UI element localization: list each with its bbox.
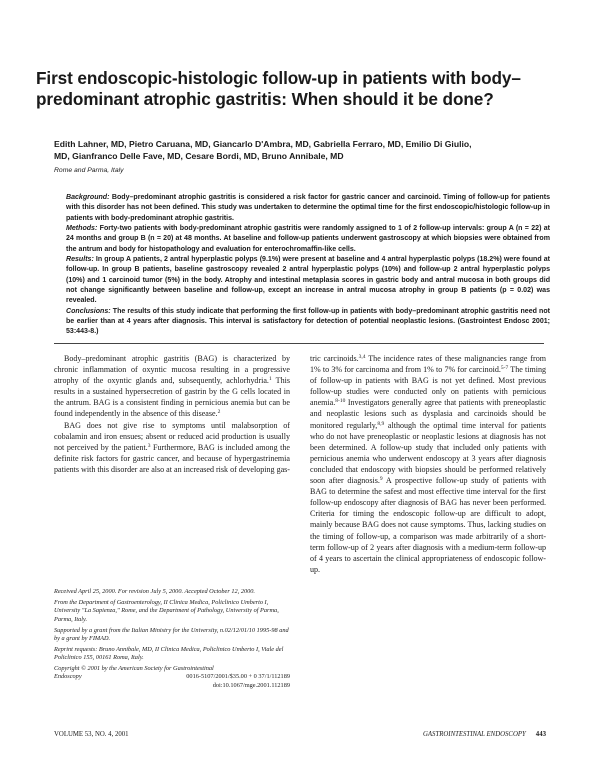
methods-label: Methods: [66,225,98,233]
results-label: Results: [66,256,94,264]
citation: 1 [268,376,272,383]
article-title: First endoscopic-histologic follow-up in patients with body–predominant atrophic gastritis: When should it be done? [36,68,521,109]
background-label: Background: [66,194,110,201]
page-footer [54,731,546,738]
citation: 8-10 [335,398,346,405]
citation: 8,9 [377,420,385,427]
abstract-conclusions [66,307,550,338]
body-text: Investigators generally agree that patients with preneoplastic and neoplastic lesions such as dysplasia and carcinoids should be monitored regularly, [310,398,546,430]
body-text: This results in a sustained hypersecretion of gastrin by the G cells located in the antrum. BAG is a consistent finding in pernicious anemia but can be found independently in the absence of this disease. [54,376,290,419]
abstract [66,193,550,338]
body-text: BAG does not give rise to symptoms until malabsorption of cobalamin and iron ensues; absent or reduced acid production is usually not perceived by the patient. [54,420,290,452]
received-note: Received April 25, 2000. For revision July 5, 2000. Accepted October 12, 2000. [54,588,255,595]
body-text: Body–predominant atrophic gastritis (BAG) is characterized by chronic inflammation of oxyntic mucosa resulting in a progressive atrophy of the oxyntic glands and, subsequently, achlorhydria. [54,354,290,386]
methods-text: Forty-two patients with body-predominant atrophic gastritis were randomly assigned to 1 of 2 follow-up intervals: group A (n = 22) at 24 months and group B (n = 20) at 48 months. At baseline and follow-up patients underwent gastroscopy at which biopsies were obtained from the antrum and body for histopathology and evaluation for enterochromaffin-like cells. [66,225,550,253]
issn-text: 0016-5107/2001/$35.00 + 0 37/1/112189 [186,673,290,681]
author-list [54,139,554,163]
body-text: although the optimal time interval for patients who do not have preneoplastic or neoplastic lesions at diagnosis has not been determined. A follow-up study that included only patients with pernicious anemia who underwent endoscopy at 3 years after diagnosis concluded that endoscopy with biopsies should be performed relatively soon after diagnosis. [310,420,547,486]
abstract-divider [54,343,544,344]
body-text: A prospective follow-up study of patients with BAG to determine the safest and most effective time interval for the first follow-up endoscopy after diagnosis of BAG has never been performed. Criteria for timing the endoscopic follow-up are difficult to adopt, mainly because BAG does not cause symptoms. Thus, lacking studies on the timing of follow-up, a comparison was made arbitrarily of a short-term follow-up of 2 years after diagnosis with a medium-term follow-up of 4 years to ascertain the clinical appropriateness of endoscopic follow-up. [310,476,547,574]
citation: 5-7 [500,365,509,372]
reprint-note: Reprint requests: Bruno Annibale, MD, II Clinica Medica, Policlinico Umberto I, Viale del Policlinico 155, 00161 Roma, Italy. [54,645,284,662]
body-text: The timing of follow-up in patients with BAG is not yet defined. Most previous follow-up studies were conducted only on patients with pernicious anemia. [310,365,546,408]
copyright-endoscopy: Endoscopy [54,673,82,681]
body-column-left [54,353,290,475]
background-text: Body–predominant atrophic gastritis is considered a risk factor for gastric cancer and carcinoid. Timing of follow-up for patients with this disorder has not been defined. This study was undertaken to determine the optimal time for the first endoscopic/histologic follow-up in patients with body-predominant atrophic gastritis. [66,194,550,222]
abstract-background [66,193,550,224]
conclusions-label: Conclusions: [66,307,111,315]
authors-line-1: Edith Lahner, MD, Pietro Caruana, MD, Giancarlo D'Ambra, MD, Gabriella Ferraro, MD, Emilio Di Giulio, [54,139,472,149]
body-text: tric carcinoids. [310,354,359,363]
journal-footer [423,731,546,738]
author-location: Rome and Parma, Italy [54,167,124,174]
doi-text: doi:10.1067/mge.2001.112189 [212,681,290,689]
conclusions-text: The results of this study indicate that performing the first follow-up in patients with body–predominant atrophic gastritis need not be earlier than at 4 years after diagnosis. This interval is satisfactory for detection of potential neoplastic lesions. (Gastrointest Endosc 2001; 53:443-8.) [66,307,550,336]
abstract-results [66,255,550,307]
page-number: 443 [535,731,546,738]
citation: 2 [217,409,221,416]
body-paragraph [310,353,546,575]
citation: 3,4 [358,354,366,360]
results-text: In group A patients, 2 antral hyperplastic polyps (9.1%) were present at baseline and 4 antral hyperplastic polyps (18.2%) were found at follow-up. In group B patients, baseline gastroscopy revealed 2 antral hyperplastic polyps (10%) and follow-up 2 antral hyperplastic polyps (10%) and 1 carcinoid tumor (5%) in the body. Atrophy and intestinal metaplasia scores in gastric body and antral mucosa in both groups did not change significantly between baseline and follow-up, except an increase in antral mucosa atrophy in group B patients (p = 0.02) was revealed. [66,256,550,305]
copyright-note: Copyright © 2001 by the American Society for Gastrointestinal [54,665,214,673]
issn-row [54,673,290,681]
body-text: Furthermore, BAG is included among the definite risk factors for gastric cancer, and because of hypergastrinemia patients with this disorder are also at an increased risk of developing gas- [54,442,291,474]
journal-name: GASTROINTESTINAL ENDOSCOPY [423,731,526,738]
citation: 3 [147,442,151,449]
citation: 9 [379,476,383,483]
authors-line-2: MD, Gianfranco Delle Fave, MD, Cesare Bordi, MD, Bruno Annibale, MD [54,150,344,161]
article-notes [54,588,290,690]
volume-info: VOLUME 53, NO. 4, 2001 [54,731,129,738]
affiliation-note: From the Department of Gastroenterology, II Clinica Medica, Policlinico Umberto I, University "La Sapienza," Rome, and the Department of Pathology, University of Parma, Parma, Italy. [54,598,279,623]
body-paragraph [54,353,290,420]
funding-note: Supported by a grant from the Italian Ministry for the University, n.02/12/01/10 1995-98 and by a grant by FIMAD. [54,626,289,642]
body-paragraph [54,420,290,475]
body-column-right [310,353,546,575]
body-text: The incidence rates of these malignancies range from 1% to 3% for carcinoma and from 1% to 7% for carcinoid. [310,354,546,375]
abstract-methods [66,224,550,255]
